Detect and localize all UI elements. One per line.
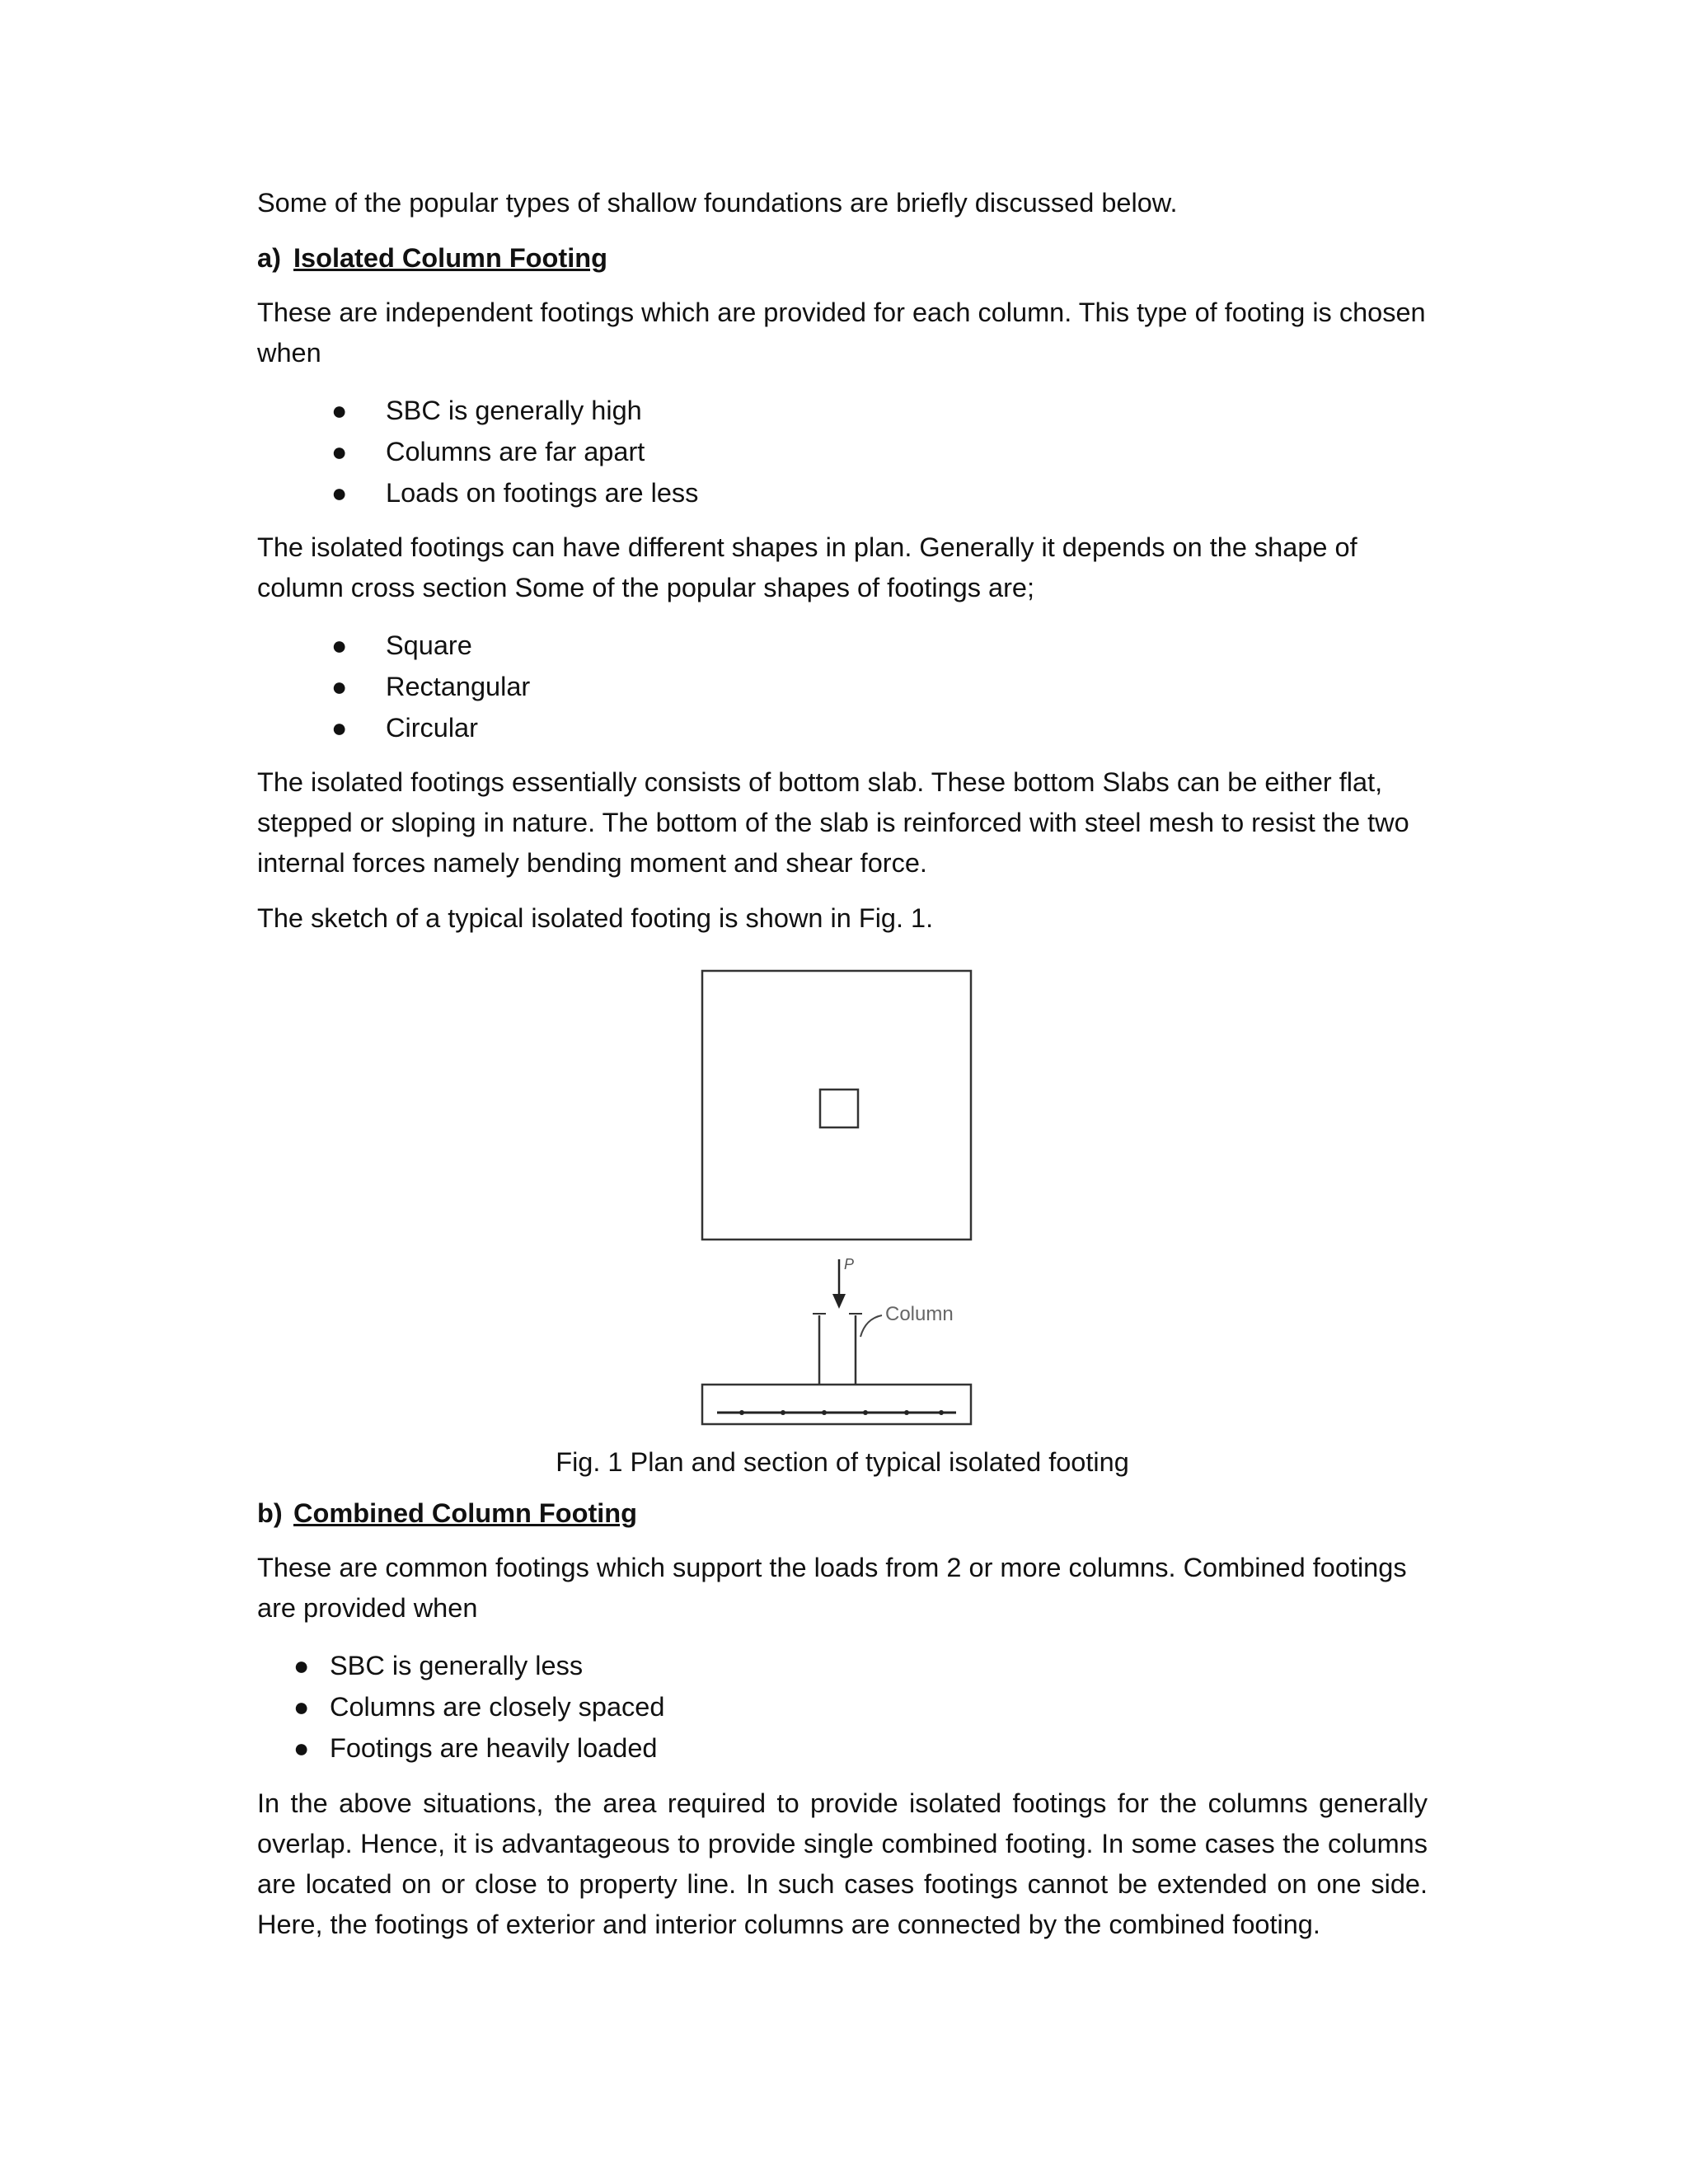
list-item <box>331 666 531 707</box>
intro-paragraph: Some of the popular types of shallow foundations are briefly discussed below. <box>257 188 1178 218</box>
list-item-text: Square <box>386 630 472 660</box>
section-b-conditions-list <box>293 1645 665 1769</box>
isolated-footing-figure <box>691 964 996 1434</box>
bullet-icon: ● <box>331 478 348 508</box>
list-item-text: Columns are closely spaced <box>330 1692 665 1722</box>
section-a-paragraph-1: These are independent footings which are provided for each column. This type of footing is chosen when <box>257 298 1426 368</box>
list-item <box>331 390 698 431</box>
list-item <box>293 1686 665 1727</box>
list-item <box>293 1645 664 1686</box>
load-arrow-head <box>832 1294 846 1309</box>
rebar-dot <box>781 1410 785 1415</box>
list-item-text: Footings are heavily loaded <box>330 1733 658 1763</box>
footing-slab-section <box>702 1385 971 1424</box>
footing-shapes-list <box>331 625 531 748</box>
list-item-text: Rectangular <box>386 672 531 701</box>
section-a-title: Isolated Column Footing <box>293 243 607 273</box>
list-item <box>331 625 530 666</box>
list-item <box>331 707 530 748</box>
bullet-icon: ● <box>293 1651 310 1680</box>
section-b-title: Combined Column Footing <box>293 1498 638 1528</box>
list-item-text: Loads on footings are less <box>386 478 699 508</box>
list-item-text: Columns are far apart <box>386 437 645 466</box>
section-b-paragraph-1: These are common footings which support the loads from 2 or more columns. Combined footings are provided when <box>257 1553 1407 1623</box>
list-item <box>331 431 698 472</box>
list-item-text: SBC is generally less <box>330 1651 584 1680</box>
footing-sketch <box>691 964 996 1434</box>
section-a-paragraph-3: The isolated footings essentially consists of bottom slab. These bottom Slabs can be either flat, stepped or sloping in nature. The bottom of the slab is reinforced with steel mesh to resist the two internal forces namely bending moment and shear force. <box>257 767 1409 878</box>
bullet-icon: ● <box>293 1733 310 1763</box>
list-item-text: Circular <box>386 713 478 743</box>
section-b-marker: b) <box>257 1498 283 1528</box>
list-item-text: SBC is generally high <box>386 396 642 425</box>
bullet-icon: ● <box>331 396 348 425</box>
rebar-dot <box>822 1410 827 1415</box>
section-a-heading <box>257 238 607 279</box>
section-b-heading <box>257 1493 637 1534</box>
list-item <box>293 1727 664 1769</box>
bullet-icon: ● <box>331 672 348 701</box>
rebar-dot <box>939 1410 944 1415</box>
section-b-paragraph-2: In the above situations, the area required to provide isolated footings for the columns generally overlap. Hence, it is advantageous to provide single combined footing. In some cases the columns are located on or close to property line. In such cases footings cannot be extended on one side. Here, the footings of exterior and interior columns are connected by the combined footing. <box>257 1788 1428 1939</box>
section-a-conditions-list <box>331 390 699 513</box>
column-plan-outline <box>820 1090 858 1127</box>
bullet-icon: ● <box>331 630 348 660</box>
footing-plan-outline <box>702 971 971 1240</box>
bullet-icon: ● <box>293 1692 310 1722</box>
rebar-dot <box>863 1410 868 1415</box>
rebar-dot <box>904 1410 909 1415</box>
section-a-paragraph-4: The sketch of a typical isolated footing is shown in Fig. 1. <box>257 903 934 933</box>
section-a-paragraph-2: The isolated footings can have different shapes in plan. Generally it depends on the shape of column cross section Some of the popular shapes of footings are; <box>257 532 1357 602</box>
figure-caption: Fig. 1 Plan and section of typical isolated footing <box>556 1447 1129 1477</box>
section-a-marker: a) <box>257 243 281 273</box>
column-leader-line <box>860 1315 882 1337</box>
load-label: P <box>844 1256 855 1272</box>
list-item <box>331 472 699 513</box>
rebar-dot <box>739 1410 744 1415</box>
bullet-icon: ● <box>331 713 348 743</box>
bullet-icon: ● <box>331 437 348 466</box>
column-label: Column <box>885 1303 954 1325</box>
